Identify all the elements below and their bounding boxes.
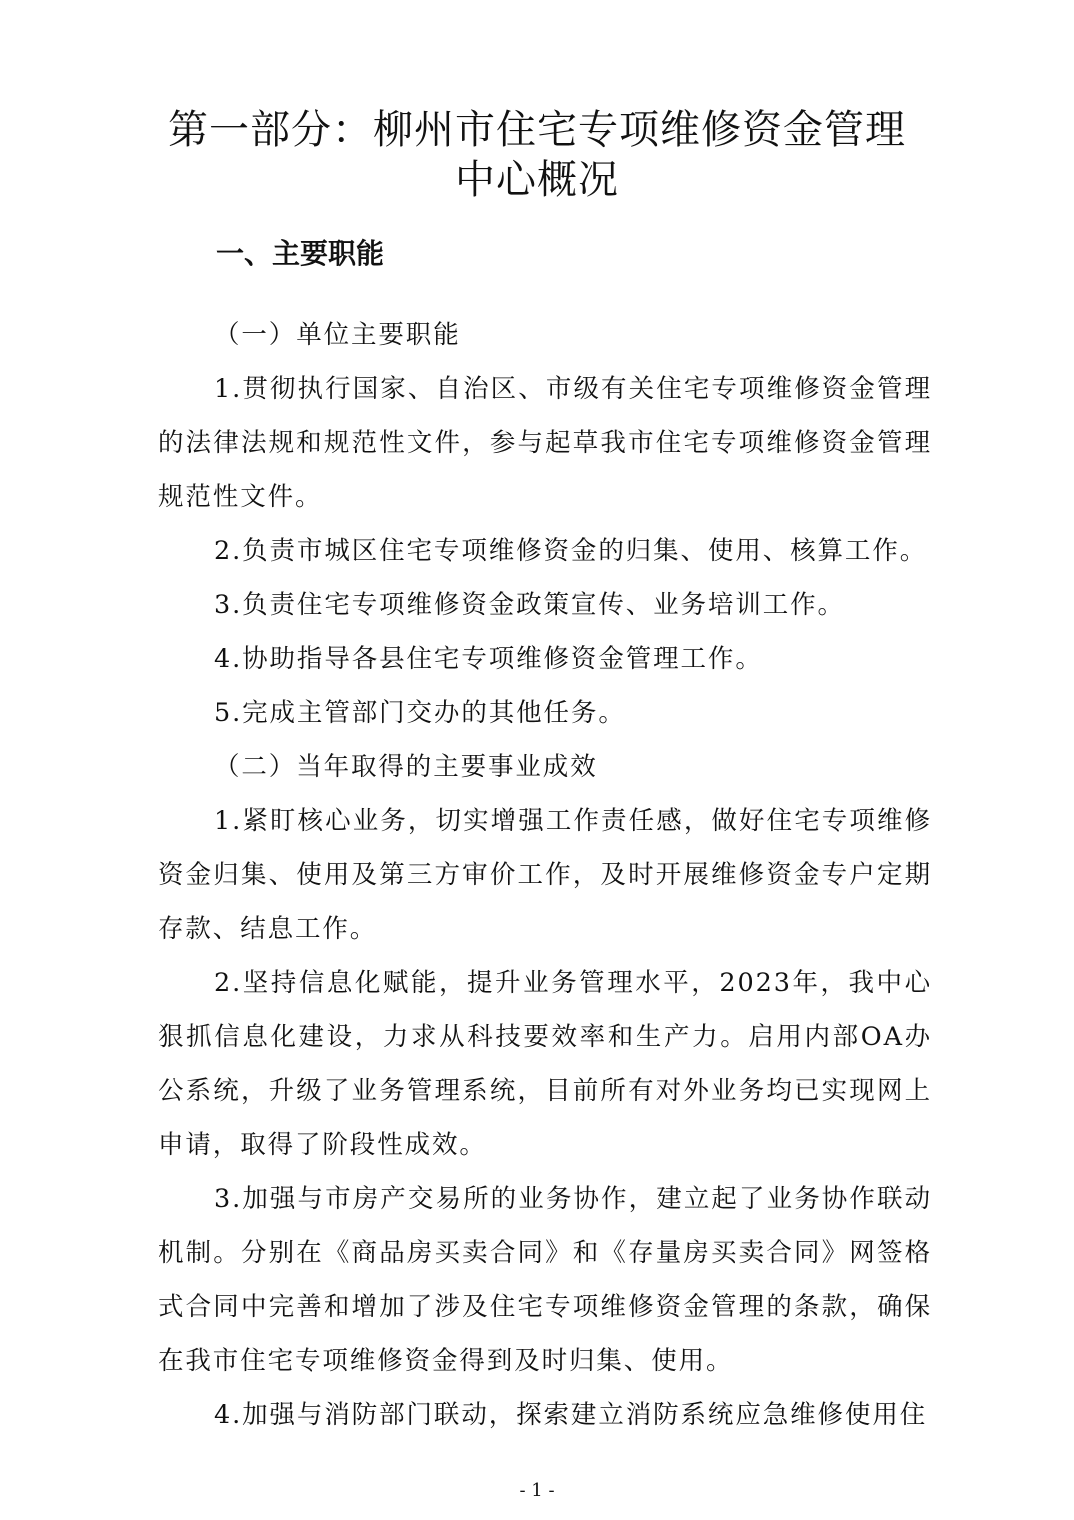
subsection-heading-2: （二）当年取得的主要事业成效	[214, 752, 598, 782]
achievement-paragraph: 2.坚持信息化赋能，提升业务管理水平，2023年，我中心狠抓信息化建设，力求从科技要效率和生产力。启用内部OA办公系统，升级了业务管理系统，目前所有对外业务均已实现网上申请，取得了阶段性成效。	[158, 968, 932, 1160]
section-heading: 一、主要职能	[216, 237, 385, 270]
duty-paragraph: 1.贯彻执行国家、自治区、市级有关住宅专项维修资金管理的法律法规和规范性文件，参与起草我市住宅专项维修资金管理规范性文件。	[158, 374, 932, 512]
achievement-paragraph: 4.加强与消防部门联动，探索建立消防系统应急维修使用住	[214, 1400, 928, 1430]
duty-paragraph: 4.协助指导各县住宅专项维修资金管理工作。	[214, 644, 763, 674]
subsection-heading-1: （一）单位主要职能	[214, 320, 461, 350]
duty-paragraph: 3.负责住宅专项维修资金政策宣传、业务培训工作。	[214, 590, 845, 620]
achievement-paragraph: 1.紧盯核心业务，切实增强工作责任感，做好住宅专项维修资金归集、使用及第三方审价工作，及时开展维修资金专户定期存款、结息工作。	[158, 806, 932, 944]
page-number: - 1 -	[519, 1480, 555, 1501]
duty-paragraph: 2.负责市城区住宅专项维修资金的归集、使用、核算工作。	[214, 536, 928, 566]
duty-paragraph: 5.完成主管部门交办的其他任务。	[214, 698, 626, 728]
page-title: 第一部分：柳州市住宅专项维修资金管理中心概况	[168, 107, 906, 203]
achievement-paragraph: 3.加强与市房产交易所的业务协作，建立起了业务协作联动机制。分别在《商品房买卖合同》和《存量房买卖合同》网签格式合同中完善和增加了涉及住宅专项维修资金管理的条款，确保在我市住宅专项维修资金得到及时归集、使用。	[158, 1184, 932, 1376]
